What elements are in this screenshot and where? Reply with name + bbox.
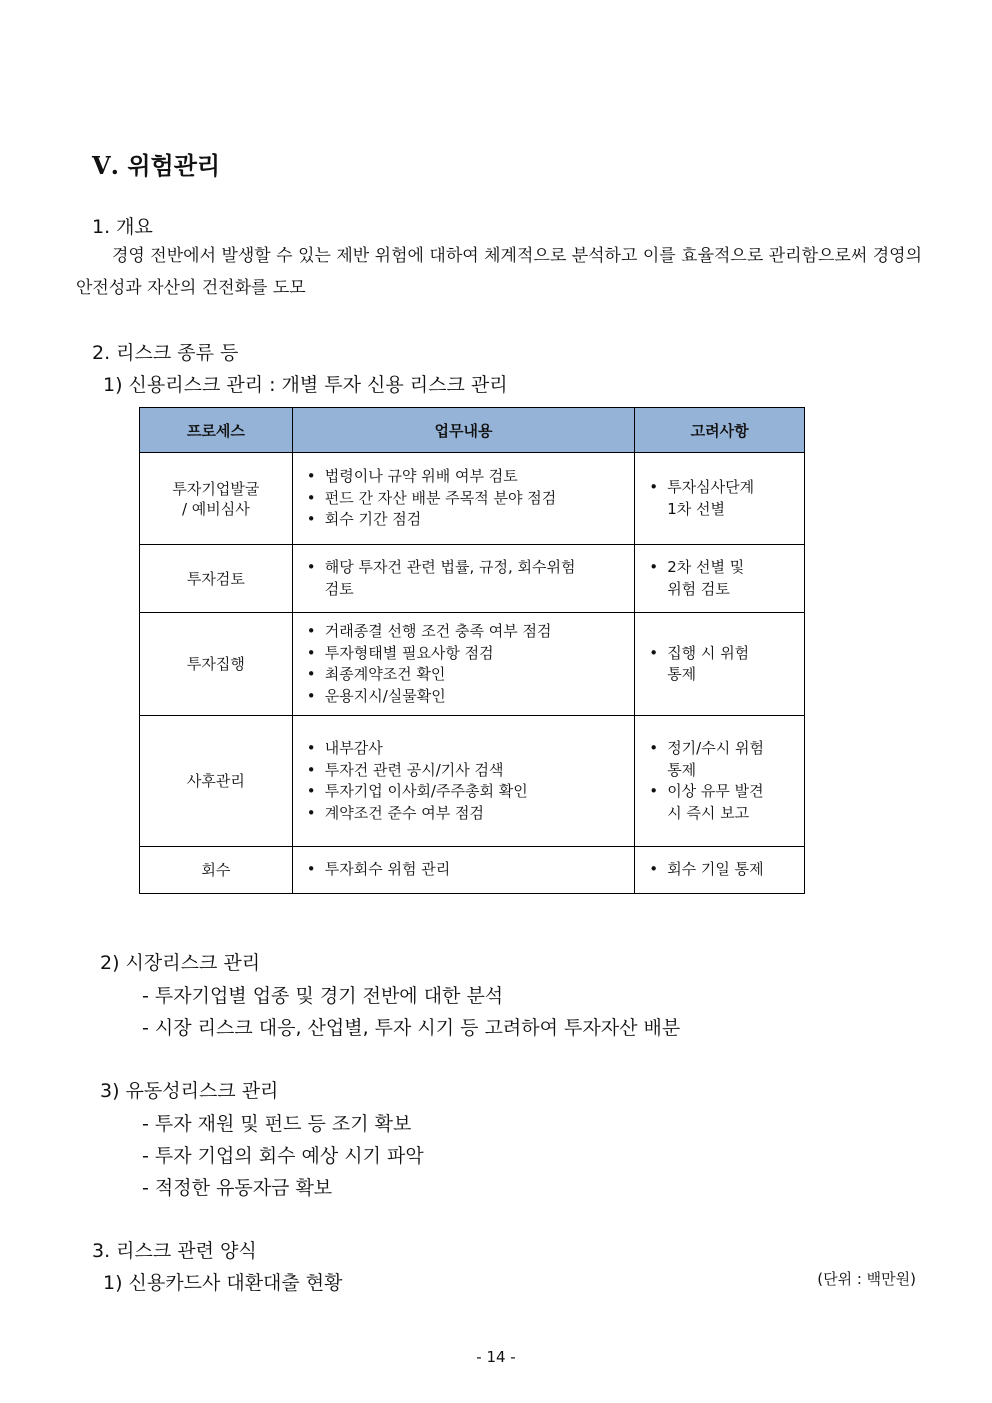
tasks-cell [292,613,634,716]
unit-label: (단위 : 백만원) [817,1270,916,1288]
process-line: 투자집행 [186,655,245,673]
notes-cell [635,545,805,613]
overview-heading: 1. 개요 [92,216,153,238]
credit-risk-table [139,407,805,894]
tasks-cell [292,716,634,847]
table-header-row [140,408,805,453]
page-number: - 14 - [476,1348,516,1366]
process-cell [140,847,293,894]
task-item: • 투자건 관련 공시/기사 검색 [307,760,626,782]
task-item: • 해당 투자건 관련 법률, 규정, 회수위험 검토 [307,557,626,600]
tasks-cell [292,453,634,545]
process-cell [140,613,293,716]
process-line: 사후관리 [186,772,245,790]
notes-cell [635,613,805,716]
risk-forms-heading: 3. 리스크 관련 양식 [92,1240,257,1262]
process-line: 투자기업발굴 [172,479,260,498]
task-item: • 회수 기간 점검 [307,509,626,531]
liquidity-risk-item: - 투자 기업의 회수 예상 시기 파악 [142,1145,424,1167]
market-risk-heading: 2) 시장리스크 관리 [100,952,261,974]
task-item: • 투자기업 이사회/주주총회 확인 [307,781,626,803]
note-item: • 투자심사단계 1차 선별 [649,477,796,520]
note-item: • 2차 선별 및 위험 검토 [649,557,796,600]
note-item: • 정기/수시 위험 통제 [649,738,796,781]
header-tasks: 업무내용 [292,408,634,453]
note-item: • 이상 유무 발견 시 즉시 보고 [649,781,796,824]
liquidity-risk-heading: 3) 유동성리스크 관리 [100,1080,279,1102]
tasks-cell [292,545,634,613]
liquidity-risk-item: - 적정한 유동자금 확보 [142,1177,333,1199]
liquidity-risk-item: - 투자 재원 및 펀드 등 조기 확보 [142,1113,412,1135]
process-line: 회수 [201,861,231,879]
table-row [140,453,805,545]
process-line: / 예비심사 [181,499,250,518]
market-risk-item: - 시장 리스크 대응, 산업별, 투자 시기 등 고려하여 투자자산 배분 [142,1017,681,1039]
process-cell [140,453,293,545]
market-risk-item: - 투자기업별 업종 및 경기 전반에 대한 분석 [142,985,504,1007]
task-item: • 계약조건 준수 여부 점검 [307,803,626,825]
note-item: • 회수 기일 통제 [649,859,796,881]
table-row [140,545,805,613]
credit-risk-heading: 1) 신용리스크 관리 : 개별 투자 신용 리스크 관리 [103,374,508,396]
task-item: • 펀드 간 자산 배분 주목적 분야 점검 [307,488,626,510]
notes-cell [635,716,805,847]
header-process: 프로세스 [140,408,293,453]
process-cell [140,545,293,613]
task-item: • 투자형태별 필요사항 점검 [307,643,626,665]
overview-text: 경영 전반에서 발생할 수 있는 제반 위험에 대하여 체계적으로 분석하고 이를 효율적으로 관리함으로써 경영의 안전성과 자산의 건전화를 도모 [76,246,922,298]
process-cell [140,716,293,847]
task-item: • 거래종결 선행 조건 충족 여부 점검 [307,621,626,643]
section-title: Ⅴ. 위험관리 [92,151,221,180]
task-item: • 법령이나 규약 위배 여부 검토 [307,466,626,488]
task-item: • 최종계약조건 확인 [307,664,626,686]
risk-types-heading: 2. 리스크 종류 등 [92,342,239,364]
table-row [140,847,805,894]
notes-cell [635,453,805,545]
tasks-cell [292,847,634,894]
card-loan-heading: 1) 신용카드사 대환대출 현황 [103,1272,343,1294]
task-item: • 내부감사 [307,738,626,760]
table-row [140,716,805,847]
notes-cell [635,847,805,894]
note-item: • 집행 시 위험 통제 [649,643,796,686]
table-row [140,613,805,716]
header-notes: 고려사항 [635,408,805,453]
task-item: • 운용지시/실물확인 [307,686,626,708]
process-line: 투자검토 [186,569,245,588]
task-item: • 투자회수 위험 관리 [307,859,626,881]
